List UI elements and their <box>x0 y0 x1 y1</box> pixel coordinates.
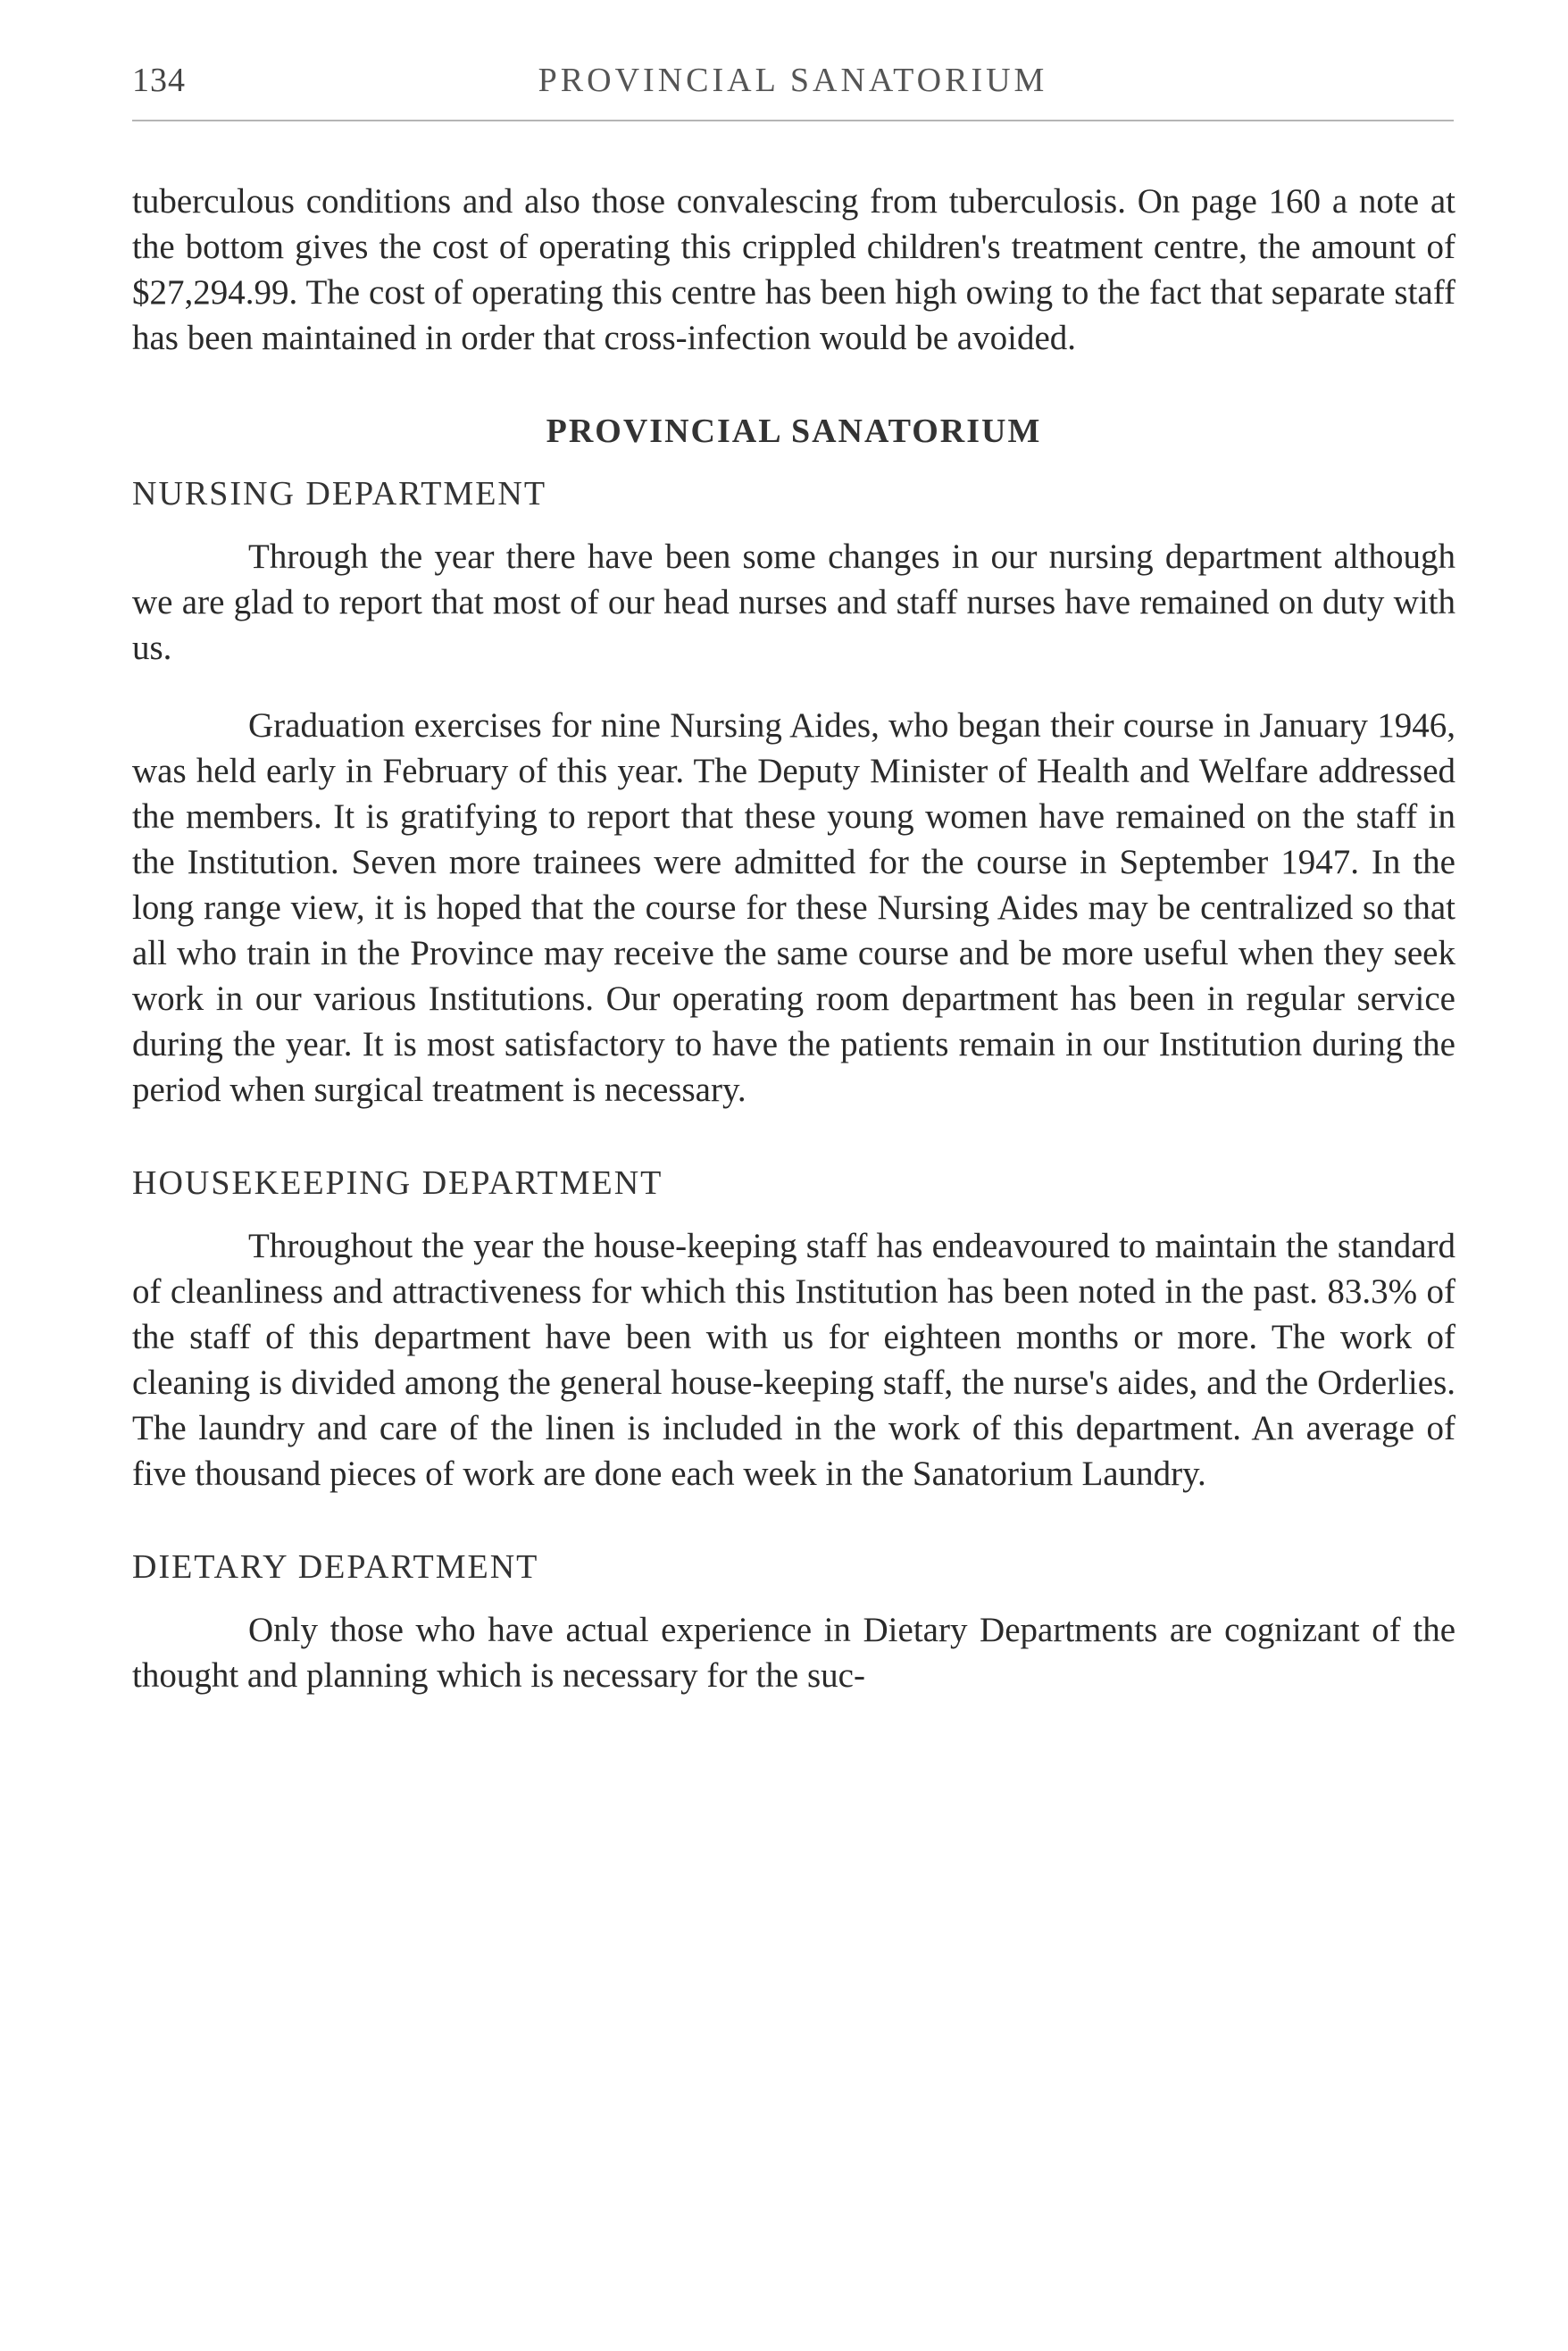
running-title: PROVINCIAL SANATORIUM <box>538 62 1048 99</box>
main-heading: PROVINCIAL SANATORIUM <box>546 413 1042 450</box>
dietary-paragraph: Only those who have actual experience in Dietary Departments are cognizant of the thought and planning which is necessary for the suc- <box>132 1611 1455 1695</box>
housekeeping-paragraph: Throughout the year the house-keeping staff has endeavoured to maintain the standard of cleanliness and attractiveness for which this Institution has been noted in the past. 83.3% of the staff of this department have been with us for eighteen months or more. The work of cleaning is divided among the general house-keeping staff, the nurse's aides, and the Orderlies. The laundry and care of the linen is included in the work of this department. An average of five thousand pieces of work are done each week in the Sanatorium Laundry. <box>132 1227 1455 1493</box>
page-number: 134 <box>132 62 186 99</box>
nursing-paragraph-2: Graduation exercises for nine Nursing Aides, who began their course in January 1946, was held early in February of this year. The Deputy Minister of Health and Welfare addressed the members. It is gratifying to report that these young women have remained on the staff in the Institution. Seven more trainees were admitted for the course in September 1947. In the long range view, it is hoped that the course for these Nursing Aides may be centralized so that all who train in the Province may receive the same course and be more useful when they seek work in our various Institutions. Our operating room department has been in regular service during the year. It is most satisfactory to have the patients remain in our Institution during the period when surgical treatment is necessary. <box>132 706 1455 1109</box>
nursing-paragraph-1: Through the year there have been some changes in our nursing department although we are glad to report that most of our head nurses and staff nurses have remained on duty with us. <box>132 538 1455 667</box>
intro-paragraph: tuberculous conditions and also those convalescing from tuberculosis. On page 160 a note at the bottom gives the cost of operating this crippled children's treatment centre, the amount of $27,294.99. The cost of operating this centre has been high owing to the fact that separate staff has been maintained in order that cross-infection would be avoided. <box>132 182 1455 357</box>
section-heading-housekeeping: HOUSEKEEPING DEPARTMENT <box>132 1164 663 1202</box>
page-body <box>132 179 1455 1698</box>
running-header <box>132 55 1454 121</box>
section-heading-dietary: DIETARY DEPARTMENT <box>132 1548 539 1586</box>
section-heading-nursing: NURSING DEPARTMENT <box>132 475 547 513</box>
